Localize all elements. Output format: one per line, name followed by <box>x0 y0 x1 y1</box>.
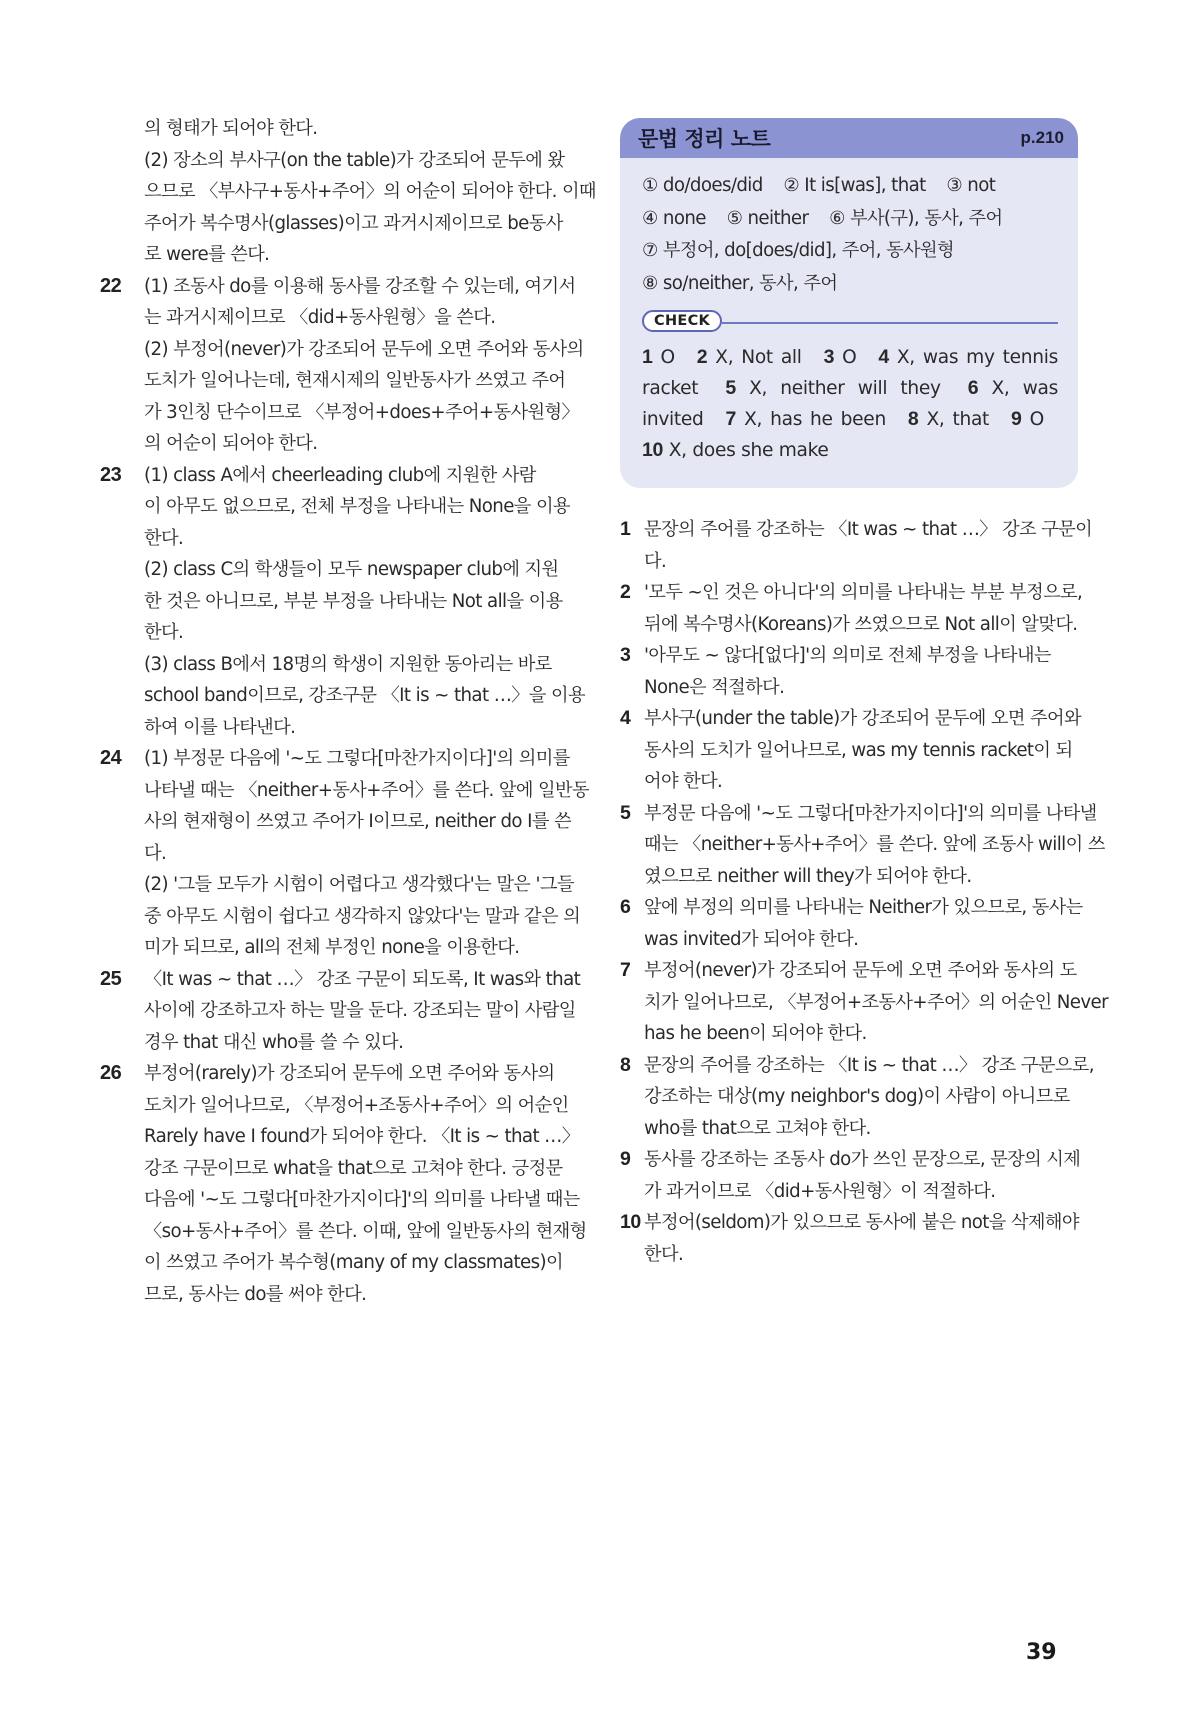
text-line: 의 어순이 되어야 한다. <box>144 433 318 454</box>
text-line: 부정문 다음에 '~도 그렇다[마찬가지이다]'의 의미를 나타낼 <box>644 802 1097 824</box>
text-line: 다음에 '~도 그렇다[마찬가지이다]'의 의미를 나타낼 때는 <box>144 1189 580 1210</box>
text-line: 문장의 주어를 강조하는 〈It was ~ that …〉 강조 구문이 <box>644 519 1093 540</box>
text-line: (2) 부정어(never)가 강조되어 문두에 오면 주어와 동사의 <box>144 338 584 360</box>
answer-number: 1 <box>642 346 653 368</box>
item-number: 1 <box>620 518 631 540</box>
text-line: 부정어(seldom)가 있으므로 동사에 붙은 not을 삭제해야 <box>644 1212 1079 1233</box>
right-column <box>620 118 1108 1270</box>
text-line: '아무도 ~ 않다[없다]'의 의미로 전체 부정을 나타내는 <box>644 645 1051 666</box>
page-number: 39 <box>1026 1640 1057 1665</box>
text-line: 는 과거시제이므로 〈did+동사원형〉을 쓴다. <box>144 307 496 328</box>
check-badge: CHECK <box>642 310 722 332</box>
left-column <box>100 113 596 1310</box>
answer-value: O <box>842 347 857 368</box>
note-line: ④ none ⑤ neither ⑥ 부사(구), 동사, 주어 <box>642 207 1003 229</box>
item-number: 7 <box>620 959 631 981</box>
text-line: (3) class B에서 18명의 학생이 지원한 동아리는 바로 <box>144 653 552 675</box>
answer-item-25 <box>100 964 581 1059</box>
text-line: 므로, 동사는 do를 써야 한다. <box>144 1283 367 1305</box>
text-line: 하여 이를 나타낸다. <box>144 716 296 738</box>
text-line: 동사를 강조하는 조동사 do가 쓰인 문장으로, 문장의 시제 <box>644 1149 1081 1170</box>
explanation-item-4 <box>620 703 1080 798</box>
grammar-note-header <box>620 118 1078 158</box>
explanation-item-1 <box>620 514 1093 577</box>
text-line: has he been이 되어야 한다. <box>644 1023 867 1044</box>
answer-number: 6 <box>967 377 979 399</box>
text-line: 로 were를 쓴다. <box>144 244 270 265</box>
text-line: 한다. <box>144 622 184 643</box>
explanation-item-2 <box>620 577 1083 640</box>
answer-number: 8 <box>907 408 919 430</box>
text-line: 한다. <box>144 527 184 549</box>
text-line: (2) class C의 학생들이 모두 newspaper club에 지원 <box>144 559 559 580</box>
text-line: 미가 되므로, all의 전체 부정인 none을 이용한다. <box>144 937 520 958</box>
answer-number: 7 <box>725 408 737 430</box>
answer-item-23 <box>100 460 585 744</box>
item-number: 9 <box>620 1148 631 1170</box>
answer-value: X, neither will they <box>749 378 941 399</box>
text-line: 한 것은 아니므로, 부분 부정을 나타내는 Not all을 이용 <box>144 590 563 612</box>
item-number: 6 <box>620 896 631 918</box>
continuation-text <box>100 113 596 271</box>
text-line: 나타낼 때는 〈neither+동사+주어〉를 쓴다. 앞에 일반동 <box>144 779 589 801</box>
item-number: 3 <box>620 644 631 666</box>
explanation-item-8 <box>620 1050 1094 1145</box>
text-line: (1) 조동사 do를 이용해 동사를 강조할 수 있는데, 여기서 <box>144 275 576 297</box>
explanation-item-5 <box>620 798 1105 893</box>
text-line: (1) 부정문 다음에 '~도 그렇다[마찬가지이다]'의 의미를 <box>144 748 570 769</box>
item-number: 4 <box>620 707 631 729</box>
item-number: 25 <box>100 967 122 990</box>
text-line: 으므로 〈부사구+동사+주어〉의 어순이 되어야 한다. 이때 <box>144 181 596 202</box>
text-line: None은 적절하다. <box>644 676 785 698</box>
text-line: Rarely have I found가 되어야 한다. 〈It is ~ that …〉 <box>144 1126 580 1147</box>
item-number: 22 <box>100 274 122 297</box>
divider <box>722 322 1058 324</box>
answer-value: X, Not all <box>715 347 802 368</box>
text-line: 어야 한다. <box>644 771 723 792</box>
explanation-item-9 <box>620 1144 1080 1207</box>
text-line: 부정어(never)가 강조되어 문두에 오면 주어와 동사의 도 <box>644 960 1077 981</box>
text-line: 가 3인칭 단수이므로 〈부정어+does+주어+동사원형〉 <box>144 401 580 423</box>
text-line: 치가 일어나므로, 〈부정어+조동사+주어〉의 어순인 Never <box>644 991 1108 1013</box>
item-number: 8 <box>620 1053 631 1076</box>
item-number: 5 <box>620 801 631 824</box>
note-line: ⑦ 부정어, do[does/did], 주어, 동사원형 <box>642 240 954 261</box>
item-number: 24 <box>100 747 122 769</box>
answer-value: X, was my tennis racket <box>642 347 1058 399</box>
note-line: ⑧ so/neither, 동사, 주어 <box>642 272 838 294</box>
check-answers <box>642 342 1058 482</box>
text-line: 도치가 일어나는데, 현재시제의 일반동사가 쓰였고 주어 <box>144 370 566 391</box>
text-line: 부정어(rarely)가 강조되어 문두에 오면 주어와 동사의 <box>144 1063 555 1084</box>
answer-value: O <box>660 347 675 368</box>
text-line: 였으므로 neither will they가 되어야 한다. <box>644 865 972 887</box>
item-number: 23 <box>100 463 122 486</box>
text-line: (2) 장소의 부사구(on the table)가 강조되어 문두에 왔 <box>144 149 565 171</box>
note-line: ① do/does/did ② It is[was], that ③ not <box>642 175 996 196</box>
text-line: 앞에 부정의 의미를 나타내는 Neither가 있으므로, 동사는 <box>644 897 1083 918</box>
text-line: 다. <box>644 550 667 572</box>
check-explanations <box>620 514 1108 1270</box>
text-line: 도치가 일어나므로, 〈부정어+조동사+주어〉의 어순인 <box>144 1094 569 1116</box>
text-line: school band이므로, 강조구문 〈It is ~ that …〉을 이용 <box>144 685 585 706</box>
grammar-note-body <box>620 158 1078 488</box>
item-number: 10 <box>620 1211 641 1233</box>
answer-value: O <box>1029 409 1044 430</box>
explanation-item-6 <box>620 892 1083 955</box>
answer-item-26 <box>100 1058 587 1310</box>
text-line: 문장의 주어를 강조하는 〈It is ~ that …〉 강조 구문으로, <box>644 1054 1094 1076</box>
answer-number: 10 <box>642 439 664 461</box>
explanation-item-7 <box>620 955 1108 1050</box>
text-line: 의 형태가 되어야 한다. <box>144 118 318 139</box>
explanation-item-10 <box>620 1207 1080 1270</box>
text-line: 부사구(under the table)가 강조되어 문두에 오면 주어와 <box>644 708 1081 729</box>
answer-value: X, was invited <box>642 378 1058 430</box>
text-line: 〈It was ~ that …〉 강조 구문이 되도록, It was와 that <box>144 968 581 990</box>
text-line: 동사의 도치가 일어나므로, was my tennis racket이 되 <box>644 739 1073 761</box>
text-line: 이 쓰였고 주어가 복수형(many of my classmates)이 <box>144 1252 563 1273</box>
answer-value: X, has he been <box>744 409 886 430</box>
text-line: 때는 〈neither+동사+주어〉를 쓴다. 앞에 조동사 will이 쓰 <box>644 834 1105 855</box>
text-line: 〈so+동사+주어〉를 쓴다. 이때, 앞에 일반동사의 현재형 <box>144 1220 587 1242</box>
answer-number: 5 <box>725 377 736 399</box>
text-line: was invited가 되어야 한다. <box>644 928 859 950</box>
answer-number: 3 <box>823 346 835 368</box>
text-line: 한다. <box>644 1243 684 1265</box>
answer-value: X, that <box>926 409 990 430</box>
text-line: '모두 ~인 것은 아니다'의 의미를 나타내는 부분 부정으로, <box>644 582 1083 603</box>
text-line: (1) class A에서 cheerleading club에 지원한 사람 <box>144 464 536 486</box>
text-line: 뒤에 복수명사(Koreans)가 쓰였으므로 Not all이 알맞다. <box>644 613 1078 635</box>
text-line: 가 과거이므로 〈did+동사원형〉이 적절하다. <box>644 1180 996 1202</box>
text-line: 사이에 강조하고자 하는 말을 둔다. 강조되는 말이 사람일 <box>144 1000 576 1021</box>
text-line: (2) '그들 모두가 시험이 어렵다고 생각했다'는 말은 '그들 <box>144 874 574 895</box>
answer-item-24 <box>100 743 589 964</box>
text-line: 사의 현재형이 쓰였고 주어가 I이므로, neither do I를 쓴 <box>144 811 572 832</box>
text-line: 경우 that 대신 who를 쓸 수 있다. <box>144 1031 404 1053</box>
answer-number: 2 <box>696 346 708 368</box>
explanation-item-3 <box>620 640 1080 703</box>
page-reference: p.210 <box>1020 128 1064 147</box>
answer-value: X, does she make <box>668 440 829 461</box>
text-line: 이 아무도 없으므로, 전체 부정을 나타내는 None을 이용 <box>144 496 570 517</box>
text-line: 중 아무도 시험이 쉽다고 생각하지 않았다'는 말과 같은 의 <box>144 905 581 927</box>
answer-number: 9 <box>1011 408 1022 430</box>
text-line: who를 that으로 고쳐야 한다. <box>644 1117 871 1139</box>
grammar-note-title: 문법 정리 노트 <box>638 127 771 151</box>
answer-item-22 <box>100 271 584 460</box>
text-line: 주어가 복수명사(glasses)이고 과거시제이므로 be동사 <box>144 212 563 234</box>
text-line: 다. <box>144 842 167 864</box>
item-number: 26 <box>100 1062 122 1084</box>
item-number: 2 <box>620 581 631 603</box>
answer-number: 4 <box>878 346 889 368</box>
text-line: 강조 구문이므로 what을 that으로 고쳐야 한다. 긍정문 <box>144 1157 563 1179</box>
check-header <box>642 306 1058 340</box>
text-line: 강조하는 대상(my neighbor's dog)이 사람이 아니므로 <box>644 1086 1070 1107</box>
grammar-note-box <box>620 118 1078 488</box>
